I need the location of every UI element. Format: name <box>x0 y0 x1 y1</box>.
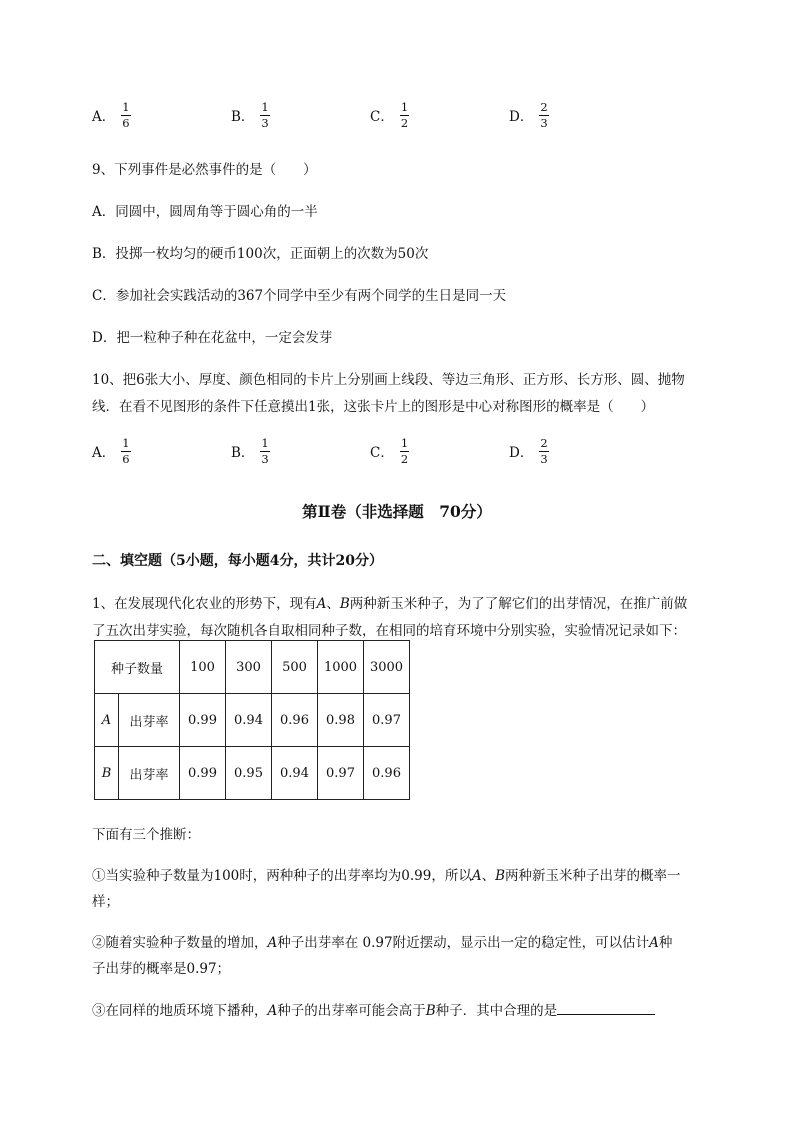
fill1-stem-line1 <box>92 592 687 612</box>
denominator: 3 <box>540 116 548 130</box>
table-cell-label: 出芽率 <box>119 747 180 800</box>
inference-text: 种子的出芽率可能会高于 <box>277 1003 426 1019</box>
q10-option-b <box>231 437 270 465</box>
inference-text: 种子．其中合理的是 <box>435 1003 558 1019</box>
germination-table <box>94 640 410 800</box>
table-header-row <box>95 641 410 694</box>
denominator: 2 <box>400 452 409 466</box>
table-cell-seed: B <box>95 747 119 800</box>
fraction <box>121 101 130 129</box>
numerator: 1 <box>400 100 409 114</box>
q10-option-d <box>509 437 549 465</box>
seed-a-symbol: A <box>267 1003 278 1019</box>
q8-option-d <box>509 101 549 129</box>
q10-option-a <box>92 437 131 465</box>
q9-choice-d: D．把一粒种子种在花盆中，一定会发芽 <box>92 330 333 346</box>
fraction <box>121 437 130 465</box>
fraction <box>260 437 269 465</box>
numerator: 1 <box>122 436 130 450</box>
seed-a-symbol: A <box>649 935 659 951</box>
fraction <box>539 437 548 465</box>
table-cell: 0.97 <box>318 747 364 800</box>
fraction <box>539 101 548 129</box>
table-cell: 0.94 <box>226 694 272 747</box>
table-header-cell: 500 <box>272 641 318 694</box>
seed-b-symbol: B <box>425 1003 436 1019</box>
denominator: 2 <box>400 116 409 130</box>
part2-title: 第Ⅱ卷（非选择题 70分） <box>302 502 492 521</box>
q9-stem: 9、下列事件是必然事件的是（ ） <box>92 162 317 178</box>
q10-option-c <box>370 437 409 465</box>
table-header-cell: 种子数量 <box>95 641 180 694</box>
numerator: 1 <box>261 436 269 450</box>
table-cell: 0.96 <box>364 747 410 800</box>
inference-text: ①当实验种子数量为100时，两种种子的出芽率均为0.99，所以 <box>92 868 472 884</box>
q8-option-b <box>231 101 270 129</box>
q9-choice-a: A．同圆中，圆周角等于圆心角的一半 <box>92 204 318 220</box>
table-cell: 0.99 <box>180 747 226 800</box>
table-cell-label: 出芽率 <box>119 694 180 747</box>
section-heading: 二、填空题（5小题，每小题4分，共计20分） <box>92 553 383 569</box>
option-label: C． <box>370 109 394 125</box>
seed-b-symbol: B <box>339 596 350 612</box>
q10-stem-line2: 线．在看不见图形的条件下任意摸出1张，这张卡片上的图形是中心对称图形的概率是（ ） <box>92 399 655 415</box>
option-label: C． <box>370 445 394 461</box>
inferences-intro: 下面有三个推断： <box>92 827 200 843</box>
stem-text: 1、在发展现代化农业的形势下，现有 <box>92 596 317 612</box>
inference-text: 种 <box>658 935 673 951</box>
inference-3 <box>92 999 655 1019</box>
seed-a-symbol: A <box>267 935 278 951</box>
table-header-cell: 1000 <box>318 641 364 694</box>
table-header-cell: 300 <box>226 641 272 694</box>
option-label: A． <box>92 445 116 461</box>
inference-text: ③在同样的地质环境下播种， <box>92 1003 268 1019</box>
q8-option-c <box>370 101 409 129</box>
option-label: B． <box>231 109 255 125</box>
fill1-stem-line2: 了五次出芽实验，每次随机各自取相同种子数，在相同的培育环境中分别实验，实验情况记录如下： <box>92 623 686 639</box>
table-cell: 0.95 <box>226 747 272 800</box>
inference-1-line1 <box>92 864 681 884</box>
separator: 、 <box>326 596 340 612</box>
table-cell: 0.94 <box>272 747 318 800</box>
denominator: 6 <box>122 116 130 130</box>
numerator: 2 <box>540 436 548 450</box>
denominator: 6 <box>122 452 130 466</box>
fraction <box>400 101 409 129</box>
denominator: 3 <box>261 452 269 466</box>
table-cell: 0.96 <box>272 694 318 747</box>
seed-b-symbol: B <box>495 868 505 884</box>
seed-a-symbol: A <box>471 868 482 884</box>
option-label: B． <box>231 445 255 461</box>
table-header-cell: 100 <box>180 641 226 694</box>
inference-1-line2: 样； <box>92 894 119 910</box>
inference-text: ②随着实验种子数量的增加， <box>92 935 268 951</box>
answer-blank[interactable] <box>557 1000 655 1015</box>
fraction <box>260 101 269 129</box>
denominator: 3 <box>261 116 269 130</box>
table-cell: 0.97 <box>364 694 410 747</box>
numerator: 1 <box>400 436 409 450</box>
q9-choice-b: B．投掷一枚均匀的硬币100次，正面朝上的次数为50次 <box>92 246 429 262</box>
option-label: D． <box>509 445 534 461</box>
inference-text: 种子出芽率在 0.97附近摆动，显示出一定的稳定性，可以估计 <box>277 935 650 951</box>
inference-2-line2: 子出芽的概率是0.97； <box>92 961 231 977</box>
q9-choice-c: C．参加社会实践活动的367个同学中至少有两个同学的生日是同一天 <box>92 288 507 304</box>
inference-text: 两种新玉米种子出芽的概率一 <box>505 868 681 884</box>
option-label: D． <box>509 109 534 125</box>
q10-stem-line1: 10、把6张大小、厚度、颜色相同的卡片上分别画上线段、等边三角形、正方形、长方形、圆、抛物 <box>92 372 685 388</box>
seed-a-symbol: A <box>316 596 327 612</box>
numerator: 1 <box>122 100 130 114</box>
stem-text: 两种新玉米种子，为了了解它们的出芽情况，在推广前做 <box>349 596 688 612</box>
denominator: 3 <box>540 452 548 466</box>
table-cell-seed: A <box>95 694 119 747</box>
option-label: A． <box>92 109 116 125</box>
table-row <box>95 747 410 800</box>
numerator: 1 <box>261 100 269 114</box>
fraction <box>400 437 409 465</box>
table-cell: 0.98 <box>318 694 364 747</box>
table-cell: 0.99 <box>180 694 226 747</box>
table-header-cell: 3000 <box>364 641 410 694</box>
separator: 、 <box>481 868 496 884</box>
table-row <box>95 694 410 747</box>
inference-2-line1 <box>92 931 672 951</box>
numerator: 2 <box>540 100 548 114</box>
q8-option-a <box>92 101 131 129</box>
